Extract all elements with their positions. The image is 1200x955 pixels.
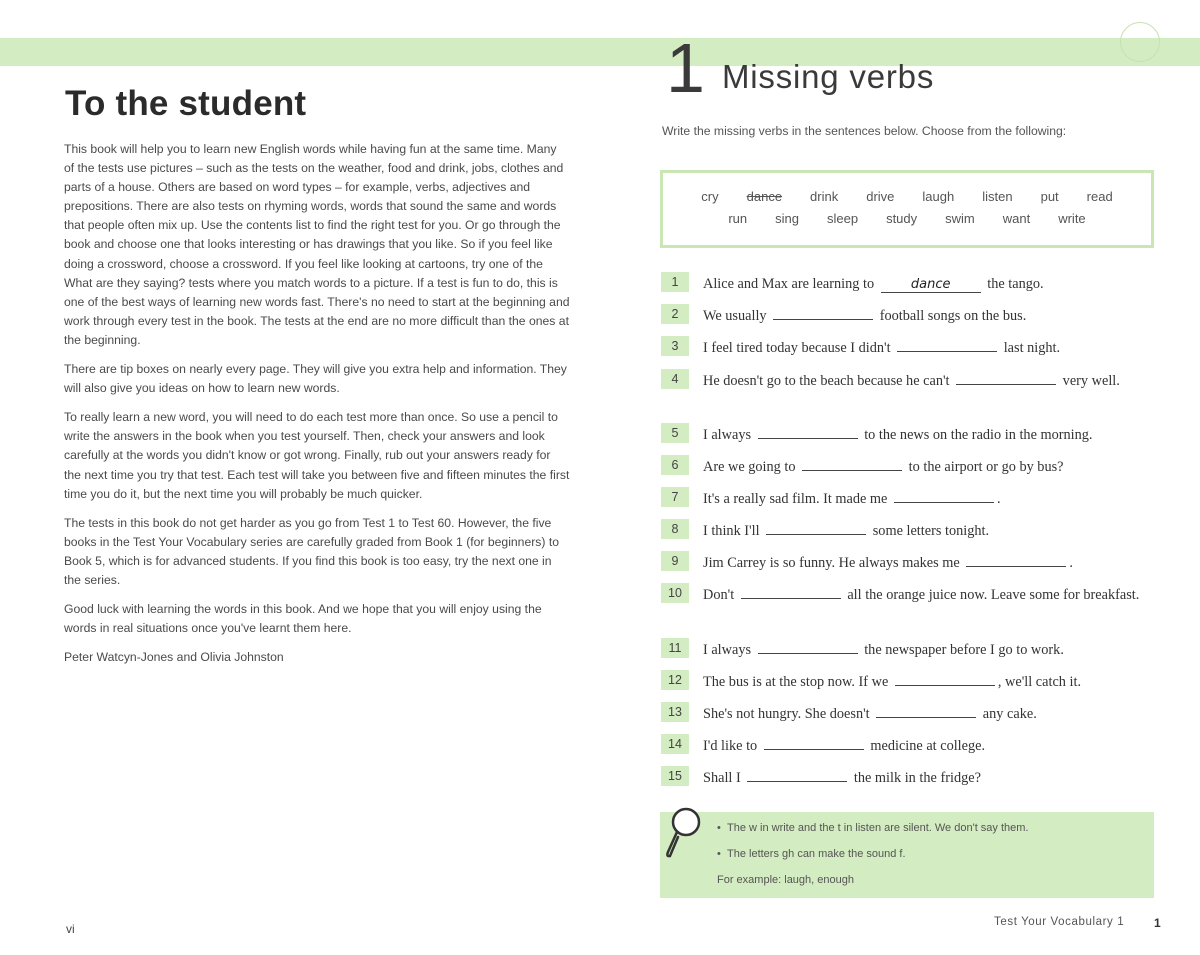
question-number: 12 [661,670,689,690]
question-text [703,552,1158,574]
answer-blank[interactable] [897,337,997,352]
question-number: 10 [661,583,689,603]
question-suffix: to the airport or go by bus? [905,459,1064,475]
question-number: 6 [661,455,689,475]
question-number: 3 [661,336,689,356]
answer-blank[interactable] [894,488,994,503]
question-prefix: It's a really sad film. It made me [703,491,891,507]
question-text [703,305,1158,327]
question-number: 13 [661,702,689,722]
question-text [703,584,1158,606]
top-color-band [0,38,1200,66]
verb-option: laugh [922,189,955,204]
answer-blank[interactable] [758,424,858,439]
verb-option: run [728,211,748,226]
tip-text: The w in write and the t in listen are silent. We don't say them. [727,822,1029,834]
verb-option: dance [746,189,783,204]
question-text [703,767,1158,789]
question-text [703,488,1158,510]
instruction-text: Write the missing verbs in the sentences below. Choose from the following: [662,124,1067,138]
question-text [703,337,1158,359]
question-prefix: Shall I [703,770,745,786]
question-suffix: the tango. [983,276,1044,292]
question-prefix: Are we going to [703,459,800,475]
verb-option: drive [866,189,895,204]
question-number: 9 [661,551,689,571]
verb-option: swim [945,211,975,226]
question-suffix: last night. [1000,340,1061,356]
question-text [703,671,1158,693]
answer-blank[interactable] [802,456,902,471]
left-page-title: To the student [65,84,307,123]
footer-title: Test Your Vocabulary 1 [994,916,1125,928]
question-suffix: medicine at college. [866,738,986,754]
verb-row [663,211,1151,226]
question-text [703,424,1158,446]
page-number-right: 1 [1154,916,1161,930]
question-number: 2 [661,304,689,324]
question-prefix: I feel tired today because I didn't [703,340,895,356]
question-number: 5 [661,423,689,443]
question-prefix: I always [703,642,755,658]
decorative-circle [1120,22,1160,62]
verb-option: study [886,211,918,226]
verb-option: write [1058,211,1086,226]
question-suffix: football songs on the bus. [876,308,1027,324]
question-prefix: She's not hungry. She doesn't [703,706,874,722]
question-number: 14 [661,734,689,754]
verb-option: read [1086,189,1113,204]
question-suffix: , we'll catch it. [997,674,1082,690]
page-number-left: vi [66,922,75,936]
question-number: 7 [661,487,689,507]
verb-option: put [1040,189,1059,204]
answer-blank[interactable] [876,703,976,718]
question-suffix: . [1069,555,1073,571]
magnifying-glass-icon [662,804,706,864]
answer-blank[interactable] [741,584,841,599]
intro-paragraph: The tests in this book do not get harder as you go from Test 1 to Test 60. However, the five books in the Test Your Vocabulary series are carefully graded from Book 1 (for beginners) to Book 5, which is for advanced students. If you find this book is too easy, try the next one in the series. [64,515,559,587]
unit-number: 1 [666,29,705,107]
question-text [703,639,1158,661]
verb-option: sing [775,211,799,226]
signature: Peter Watcyn-Jones and Olivia Johnston [64,650,284,665]
verb-option: listen [982,189,1013,204]
intro-paragraph: There are tip boxes on nearly every page. They will give you extra help and information. They will also give you ideas on how to learn new words. [64,362,567,396]
answer-blank[interactable] [766,520,866,535]
question-text [703,456,1158,478]
answer-blank[interactable] [966,552,1066,567]
question-suffix: to the news on the radio in the morning. [860,427,1093,443]
question-number: 8 [661,519,689,539]
question-suffix: . [996,491,1001,507]
verb-row [663,189,1151,204]
question-suffix: some letters tonight. [869,523,990,539]
question-text [703,370,1158,392]
answer-blank[interactable] [895,671,995,686]
question-prefix: The bus is at the stop now. If we [703,674,892,690]
intro-text [64,140,570,677]
answer-blank[interactable] [773,305,873,320]
question-suffix: very well. [1059,373,1120,389]
question-number: 11 [661,638,689,658]
question-prefix: I always [703,427,755,443]
question-number: 4 [661,369,689,389]
question-text [703,520,1158,542]
answer-blank[interactable] [758,639,858,654]
question-number: 1 [661,272,689,292]
answer-blank[interactable] [747,767,847,782]
question-suffix: all the orange juice now. Leave some for breakfast. [843,587,1140,603]
verb-option: drink [810,189,839,204]
question-text [703,735,1158,757]
question-suffix: the newspaper before I go to work. [860,642,1064,658]
question-prefix: Don't [703,587,738,603]
answer-blank[interactable] [764,735,864,750]
answer-blank[interactable]: dance [881,278,981,293]
tip-example [717,874,854,886]
verb-option: want [1002,211,1031,226]
answer-blank[interactable] [956,370,1056,385]
question-text [703,703,1158,725]
verb-option: sleep [826,211,859,226]
verb-option: cry [701,189,719,204]
question-prefix: Jim Carrey is so funny. He always makes me [703,555,964,571]
unit-title: Missing verbs [722,58,935,95]
question-text [703,273,1158,295]
intro-paragraph: To really learn a new word, you will need to do each test more than once. So use a pencil to write the answers in the book when you test yourself. Then, check your answers and look carefully at the words you didn't know or got wrong. Finally, rub out your answers ready for the next time you try that test. Each test will take you between five and fifteen minutes the first time you do it, but the next time you will probably be much quicker. [64,410,570,501]
intro-paragraph: This book will help you to learn new English words while having fun at the same time. Many of the tests use pictures – such as the tests on the weather, food and drink, jobs, clothes and parts of a house. Others are based on word types – for example, verbs, adjectives and prepositions. There are also tests on rhyming words, words that sound the same and words that people often mix up. Use the contents list to find the right test for you. Or go through the book and choose one that looks interesting or has drawings that you like. So if you feel like doing a crossword, choose a crossword. If you feel like looking at cartoons, try one of the What are they saying? tests where you match words to a picture. If a test is fun to do, this is one of the best ways of learning new words fast. There's no need to start at the beginning and work through every test in the book. The tests at the end are no more difficult than the ones at the beginning. [64,142,570,347]
question-suffix: the milk in the fridge? [850,770,981,786]
question-number: 15 [661,766,689,786]
question-prefix: He doesn't go to the beach because he can't [703,373,954,389]
question-prefix: We usually [703,308,771,324]
tip-text: For example: laugh, enough [717,874,854,886]
tip-item: • The w in write and the t in listen are silent. We don't say them. [717,822,1029,834]
question-prefix: I think I'll [703,523,764,539]
intro-paragraph: Good luck with learning the words in this book. And we hope that you will enjoy using the words in real situations once you've learnt them here. [64,602,542,636]
question-suffix: any cake. [979,706,1037,722]
question-prefix: I'd like to [703,738,761,754]
verb-choice-box [660,170,1154,248]
tip-item: • The letters gh can make the sound f. [717,848,906,860]
question-prefix: Alice and Max are learning to [703,276,878,292]
tip-text: The letters gh can make the sound f. [727,848,906,860]
